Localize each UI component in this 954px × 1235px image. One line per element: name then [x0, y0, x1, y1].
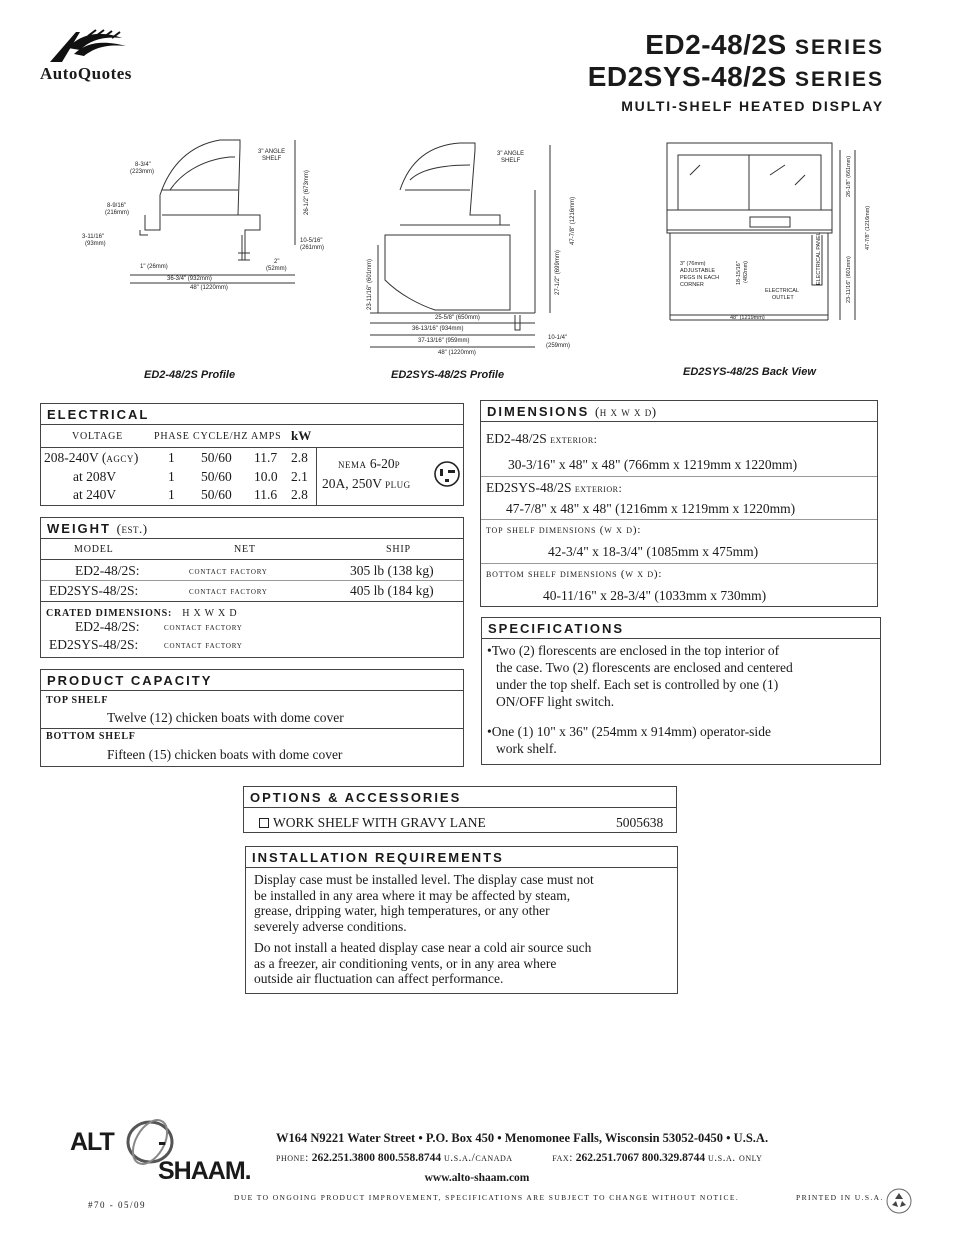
installation-para-1	[254, 872, 594, 934]
footer-address: W164 N9221 Water Street • P.O. Box 450 • Menomonee Falls, Wisconsin 53052-0450 • U.S.A.	[276, 1131, 769, 1145]
plug-nema	[338, 456, 400, 472]
weight-header	[41, 518, 463, 539]
row1-phase: 1	[168, 450, 175, 465]
label-h2: 27-1/2" (699mm)	[555, 250, 561, 295]
label-angle-shelf-2b: SHELF	[501, 158, 521, 164]
dim-bottom-shelf-value: 40-11/16" x 28-3/4" (1033mm x 730mm)	[543, 588, 767, 603]
dim-divider-1	[481, 476, 877, 477]
electrical-header: ELECTRICAL	[41, 404, 463, 425]
dimensions-title-paren: (h x w x d)	[594, 404, 657, 419]
fax-region: u.s.a. only	[708, 1152, 763, 1164]
capacity-section	[40, 669, 464, 767]
fax-value: 262.251.7067 800.329.8744	[575, 1152, 706, 1164]
footer-doc-code: #70 - 05/09	[88, 1200, 146, 1210]
title-suffix-1: SERIES	[794, 36, 884, 59]
plug-rating-value: 20A, 250V	[322, 476, 382, 491]
crated-row2-value: contact factory	[164, 640, 243, 651]
dim-ed2-suffix: exterior:	[550, 432, 598, 446]
plug-rating-suffix: plug	[385, 476, 411, 491]
row1-kw: 2.8	[291, 450, 308, 465]
phone-region: u.s.a./canada	[444, 1152, 513, 1164]
option-item-code: 5005638	[616, 815, 664, 830]
row2-phase: 1	[168, 469, 175, 484]
label-d1a: 8-3/4"	[135, 162, 151, 168]
weight-row2-model: ED2SYS-48/2S:	[49, 583, 139, 598]
alto-shaam-logo	[68, 1114, 251, 1185]
electrical-divider	[316, 448, 317, 506]
weight-title: WEIGHT	[47, 521, 111, 536]
row2-voltage: at 208V	[73, 469, 117, 484]
autoquotes-wing-icon	[40, 28, 140, 64]
capacity-bottom-value: Fifteen (15) chicken boats with dome cover	[107, 747, 343, 762]
spec-2-line-2: work shelf.	[496, 741, 557, 756]
dim-ed2-value: 30-3/16" x 48" x 48" (766mm x 1219mm x 1220mm)	[508, 457, 798, 472]
footer-printed: PRINTED IN U.S.A.	[796, 1193, 884, 1202]
dim-sys-model: ED2SYS-48/2S	[486, 480, 572, 495]
electrical-row-1: 208-240V (agcy)	[44, 450, 139, 465]
label-w4: 48" (1220mm)	[438, 350, 476, 356]
row1-voltage: 208-240V	[44, 450, 99, 465]
label-angle-shelf: 3" ANGLE	[258, 149, 286, 155]
footer-website[interactable]: www.alto-shaam.com	[424, 1172, 530, 1184]
row1-voltage-suffix: agcy	[106, 450, 134, 465]
label-d2a: 8-9/16"	[107, 203, 127, 209]
autoquotes-logo	[40, 28, 160, 88]
phone-label: phone:	[276, 1152, 309, 1164]
spec-item-1: •Two (2) florescents are enclosed in the top interior of the case. Two (2) florescents are enclosed and centered under the top shelf. Each set is controlled by one (1) ON/OFF light switch.	[487, 643, 793, 709]
weight-divider	[41, 601, 463, 602]
install-p1-line3: grease, dripping water, high temperatures, or any other	[254, 903, 550, 918]
col-net: NET	[234, 544, 256, 555]
options-section	[243, 786, 677, 833]
label-d8b: (261mm)	[300, 245, 325, 251]
autoquotes-wordmark: AutoQuotes	[40, 64, 132, 83]
row3-phase: 1	[168, 487, 175, 502]
label-bv-hh1: 26-1/8" (661mm)	[846, 155, 852, 197]
profile-drawing-ed2	[70, 135, 340, 300]
col-cycle: CYCLE/HZ	[193, 431, 249, 442]
dim-divider-2	[481, 519, 877, 520]
install-p1-line1: Display case must be installed level. The display case must not	[254, 872, 594, 887]
label-peg3: PEGS IN EACH	[680, 275, 720, 281]
label-angle-shelf-2a: 3" ANGLE	[497, 151, 525, 157]
weight-section	[40, 517, 464, 658]
label-d9a: 2"	[274, 259, 280, 265]
weight-row-divider	[41, 580, 463, 581]
label-d5: 36-3/4" (932mm)	[167, 276, 212, 282]
col-voltage: VOLTAGE	[72, 431, 124, 442]
label-sys-d1b: (259mm)	[546, 343, 571, 349]
label-d4: 1" (26mm)	[140, 264, 168, 270]
label-d2b: (216mm)	[105, 210, 130, 216]
label-d1b: (223mm)	[130, 169, 155, 175]
plug-nema-label: nema	[338, 456, 367, 471]
label-outlet2: OUTLET	[772, 295, 794, 301]
electrical-section	[40, 403, 464, 506]
col-model: MODEL	[74, 544, 114, 555]
row3-kw: 2.8	[291, 487, 308, 502]
phone-value: 262.251.3800 800.558.8744	[311, 1152, 442, 1164]
page-title	[588, 30, 884, 114]
spec-item-2: •One (1) 10" x 36" (254mm x 914mm) operator-side work shelf.	[487, 724, 771, 756]
page-subtitle: MULTI-SHELF HEATED DISPLAY	[621, 98, 884, 114]
fax-label: fax:	[552, 1152, 573, 1164]
label-peg4: CORNER	[680, 282, 704, 288]
label-d6: 48" (1220mm)	[190, 285, 228, 291]
option-item-label: WORK SHELF WITH GRAVY LANE	[273, 815, 486, 830]
options-header: OPTIONS & ACCESSORIES	[244, 787, 676, 808]
spec-1-line-3: under the top shelf. Each set is controlled by one (1)	[496, 677, 779, 692]
title-model-1: ED2-48/2S	[645, 29, 787, 60]
crated-row1-value: contact factory	[164, 622, 243, 633]
option-item[interactable]	[259, 815, 486, 831]
weight-row1-net: contact factory	[189, 566, 268, 577]
spec-1-line-1: Two (2) florescents are enclosed in the top interior of	[491, 643, 780, 658]
capacity-header: PRODUCT CAPACITY	[41, 670, 463, 691]
label-bv-w: 48" (1219mm)	[730, 315, 765, 321]
row1-amps: 11.7	[254, 450, 278, 465]
dim-sys-label	[486, 480, 622, 496]
label-bv-hh3: 47-7/8" (1216mm)	[865, 205, 871, 250]
title-suffix-2: SERIES	[794, 68, 884, 91]
installation-para-2	[254, 940, 591, 987]
col-ship: SHIP	[386, 544, 411, 555]
install-p1-line2: be installed in any area where it may be affected by steam,	[254, 887, 571, 903]
dimensions-header	[481, 401, 877, 422]
footer-phone-fax	[276, 1152, 762, 1164]
label-h1: 23-11/16" (601mm)	[367, 258, 373, 310]
label-d9b: (52mm)	[266, 266, 287, 272]
spec-2-line-1: One (1) 10" x 36" (254mm x 914mm) operator-side	[491, 724, 771, 739]
col-kw: kW	[291, 428, 312, 443]
label-bv-hh2: 23-11/16" (601mm)	[846, 256, 852, 303]
dim-divider-3	[481, 563, 877, 564]
capacity-top-value: Twelve (12) chicken boats with dome cover	[107, 710, 344, 725]
row3-amps: 11.6	[254, 487, 278, 502]
capacity-top-label: TOP SHELF	[46, 695, 109, 706]
row1-cycle: 50/60	[201, 450, 232, 465]
capacity-bottom-label: BOTTOM SHELF	[46, 731, 136, 742]
weight-row1-ship: 305 lb (138 kg)	[350, 563, 434, 578]
dim-top-shelf-label: top shelf dimensions (w x d):	[486, 524, 642, 536]
label-angle-shelf-2: SHELF	[262, 156, 282, 162]
label-d8a: 10-5/16"	[300, 238, 323, 244]
option-checkbox[interactable]	[259, 818, 269, 828]
dim-sys-value: 47-7/8" x 48" x 48" (1216mm x 1219mm x 1220mm)	[506, 501, 796, 516]
dim-sys-suffix: exterior:	[574, 481, 623, 495]
plug-rating	[322, 476, 411, 492]
recycle-icon	[886, 1188, 912, 1214]
installation-header: INSTALLATION REQUIREMENTS	[246, 847, 677, 868]
specifications-header: SPECIFICATIONS	[482, 618, 880, 639]
label-peg1: 3" (76mm)	[680, 261, 706, 267]
row2-kw: 2.1	[291, 469, 308, 484]
crated-label: CRATED DIMENSIONS:	[46, 608, 173, 619]
crated-units: H X W X D	[182, 608, 238, 619]
label-bv-h1b: (482mm)	[743, 260, 749, 283]
profile-drawing-ed2sys	[350, 135, 590, 360]
specifications-section	[481, 617, 881, 765]
dimensions-title: DIMENSIONS	[487, 404, 590, 419]
label-panel: ELECTRICAL PANEL	[816, 232, 822, 285]
label-outlet1: ELECTRICAL	[765, 288, 799, 294]
row3-voltage: at 240V	[73, 487, 117, 502]
dimensions-section	[480, 400, 878, 607]
dim-bottom-shelf-label: bottom shelf dimensions (w x d):	[486, 568, 663, 580]
dim-top-shelf-value: 42-3/4" x 18-3/4" (1085mm x 475mm)	[548, 544, 759, 559]
install-p2-line2: as a freezer, air conditioning vents, or in any area where	[254, 955, 557, 971]
weight-row1-model: ED2-48/2S:	[75, 563, 140, 578]
label-d7: 26-1/2" (673mm)	[304, 170, 310, 215]
footer-disclaimer: DUE TO ONGOING PRODUCT IMPROVEMENT, SPECIFICATIONS ARE SUBJECT TO CHANGE WITHOUT NOTICE.	[234, 1193, 740, 1202]
install-p2-line3: outside air fluctuation can affect performance.	[254, 971, 504, 986]
alto-logo-left: ALT	[70, 1128, 114, 1156]
electrical-column-headers	[41, 426, 463, 448]
label-w1: 25-5/8" (650mm)	[435, 315, 480, 321]
install-p1-line4: severely adverse conditions.	[254, 918, 407, 934]
capacity-divider	[41, 728, 463, 729]
label-h3: 47-7/8" (1216mm)	[570, 196, 576, 245]
crated-row1-model: ED2-48/2S:	[75, 619, 140, 634]
row2-cycle: 50/60	[201, 469, 232, 484]
label-w2: 36-13/16" (934mm)	[412, 326, 464, 332]
dim-ed2-model: ED2-48/2S	[486, 431, 547, 446]
caption-profile-ed2sys: ED2SYS-48/2S Profile	[391, 369, 505, 381]
label-d3a: 3-11/16"	[82, 234, 105, 240]
label-w3: 37-13/16" (959mm)	[418, 338, 470, 344]
crated-row2-model: ED2SYS-48/2S:	[49, 637, 139, 652]
weight-column-headers	[41, 540, 463, 560]
weight-row2-ship: 405 lb (184 kg)	[350, 583, 434, 598]
label-d3b: (93mm)	[85, 241, 106, 247]
label-bv-h1: 18-15/16"	[736, 261, 742, 285]
title-model-2: ED2SYS-48/2S	[587, 61, 787, 92]
nema-plug-icon	[433, 460, 461, 488]
caption-back-view: ED2SYS-48/2S Back View	[683, 366, 816, 378]
label-peg2: ADJUSTABLE	[680, 268, 716, 274]
dim-ed2-label	[486, 431, 598, 447]
label-sys-d1a: 10-1/4"	[548, 335, 568, 341]
spec-1-line-4: ON/OFF light switch.	[496, 694, 615, 709]
row2-amps: 10.0	[254, 469, 278, 484]
alto-logo-right: -SHAAM.	[158, 1128, 251, 1185]
install-p2-line1: Do not install a heated display case near a cold air source such	[254, 940, 592, 955]
plug-nema-suffix: p	[394, 456, 401, 471]
col-amps: AMPS	[251, 431, 282, 442]
weight-title-paren: (est.)	[116, 521, 148, 536]
row3-cycle: 50/60	[201, 487, 232, 502]
weight-row2-net: contact factory	[189, 586, 268, 597]
caption-profile-ed2: ED2-48/2S Profile	[144, 369, 236, 381]
back-view-drawing	[660, 135, 890, 330]
spec-1-line-2: the case. Two (2) florescents are enclosed and centered	[496, 660, 793, 675]
col-phase: PHASE	[154, 431, 190, 442]
plug-nema-value: 6-20	[369, 456, 395, 471]
installation-section	[245, 846, 678, 994]
